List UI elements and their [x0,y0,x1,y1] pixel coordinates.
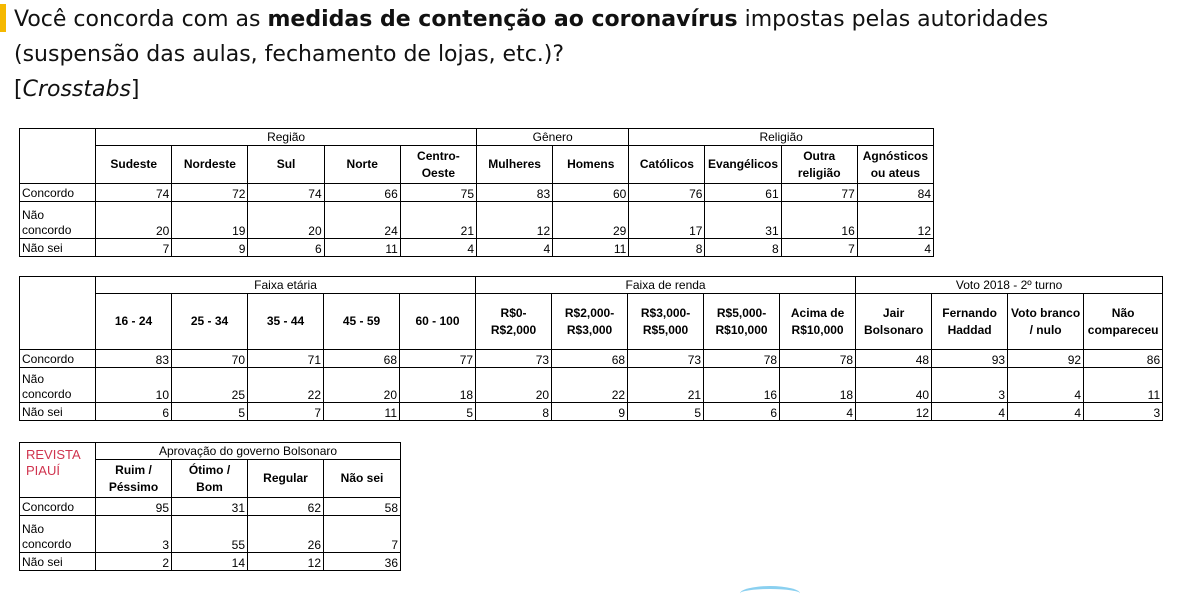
table-cell-value: 7 [248,403,324,421]
table-cell-value: 55 [172,516,248,553]
table-cell-value: 6 [248,239,324,257]
table-cell-value: 26 [248,516,324,553]
column-header: Evangélicos [705,146,781,184]
row-label-concordo [20,350,96,368]
column-header: 45 - 59 [324,294,400,350]
table-cell-value: 22 [552,368,628,403]
table-cell-value: 7 [324,516,401,553]
table-cell-value: 76 [629,184,705,202]
column-header: Outra religião [781,146,857,184]
column-header: Agnósticos ou ateus [857,146,933,184]
column-header: Não sei [324,460,401,498]
table-cell-value: 18 [400,368,476,403]
row-label-nao-sei [20,553,96,571]
table-cell-value: 12 [856,403,932,421]
title-bracket-open: [ [14,77,23,102]
table-cell-value: 3 [932,368,1008,403]
table-cell-value: 16 [781,202,857,239]
table-cell-value: 31 [705,202,781,239]
crosstab-table-idade-renda-voto [19,276,1163,421]
table-cell-value: 92 [1008,350,1084,368]
title-text-start: Você concorda com as [14,7,268,32]
table-cell-value: 4 [1008,368,1084,403]
column-header: Fernando Haddad [932,294,1008,350]
column-header: 35 - 44 [248,294,324,350]
table-cell-value: 8 [629,239,705,257]
table-cell-value: 20 [324,368,400,403]
revista-piaui-logo [20,443,95,483]
table-cell-value: 62 [248,498,324,516]
title-text-end: impostas pelas autoridades (suspensão das aulas, fechamento de lojas, etc.)? [14,7,1049,67]
table-cell-value: 14 [172,553,248,571]
table-cell-value: 73 [476,350,552,368]
title-bracket-close: ] [130,77,140,102]
table-cell-value: 71 [248,350,324,368]
column-header: Ótimo / Bom [172,460,248,498]
table-cell-value: 77 [781,184,857,202]
table-cell-value: 36 [324,553,401,571]
page-title [14,2,1154,107]
row-label-nao-sei [20,239,96,257]
column-header: R$3,000-R$5,000 [628,294,704,350]
column-header: Norte [324,146,400,184]
table-cell-value: 84 [857,184,933,202]
table-cell-value: 86 [1084,350,1163,368]
column-header: Regular [248,460,324,498]
table-cell-value: 3 [96,516,172,553]
table-cell-value: 61 [705,184,781,202]
row-label-nao-concordo [20,202,96,239]
group-header-faixa-etaria: Faixa etária [96,277,476,294]
table-cell-value: 48 [856,350,932,368]
table-cell-value: 8 [705,239,781,257]
column-header: Centro-Oeste [400,146,476,184]
table-cell-value: 18 [780,368,856,403]
table-cell-value: 11 [324,403,400,421]
table-cell-value: 78 [780,350,856,368]
table-cell-value: 2 [96,553,172,571]
column-header: Voto branco / nulo [1008,294,1084,350]
table-cell-value: 9 [552,403,628,421]
column-header: Jair Bolsonaro [856,294,932,350]
table-cell-value: 11 [553,239,629,257]
table-cell-value: 74 [248,184,324,202]
table-cell-value: 78 [704,350,780,368]
table-cell-value: 83 [96,350,172,368]
column-header: Mulheres [477,146,553,184]
row-label-concordo-text: Concordo [22,500,75,514]
group-header-regiao: Região [96,129,477,146]
table-cell-value: 5 [628,403,704,421]
row-label-nao-sei-text: Não sei [22,555,63,569]
table-cell-value: 11 [1084,368,1163,403]
table-cell-value: 4 [400,239,476,257]
column-header: Católicos [629,146,705,184]
table-cell-value: 66 [324,184,400,202]
table-cell-value: 21 [400,202,476,239]
column-header: 25 - 34 [172,294,248,350]
group-header-voto-2018: Voto 2018 - 2º turno [856,277,1163,294]
table-cell-value: 20 [248,202,324,239]
group-header-faixa-renda: Faixa de renda [476,277,856,294]
table-cell-value: 93 [932,350,1008,368]
row-label-nao-concordo-text: concordo [22,223,72,237]
table-cell-value: 10 [96,368,172,403]
title-accent-bar [0,4,6,32]
column-header: Sul [248,146,324,184]
table-cell-value: 7 [781,239,857,257]
table-cell-value: 7 [96,239,172,257]
table-cell-value: 95 [96,498,172,516]
table-cell-value: 74 [96,184,172,202]
table-cell-value: 9 [172,239,248,257]
group-header-religiao: Religião [629,129,934,146]
table-cell-value: 8 [476,403,552,421]
title-crosstabs: Crosstabs [22,77,131,102]
table-cell-value: 12 [857,202,933,239]
table-cell-value: 4 [1008,403,1084,421]
title-text-bold: medidas de contenção ao coronavírus [267,7,738,32]
table-cell-value: 20 [476,368,552,403]
corner-cell [20,277,96,350]
brand-line-2: PIAUÍ [26,463,60,478]
table-cell-value: 4 [780,403,856,421]
row-label-nao-concordo [20,368,96,403]
column-header: Homens [553,146,629,184]
table-cell-value: 20 [96,202,172,239]
group-header-aprovacao: Aprovação do governo Bolsonaro [96,443,401,460]
column-header: Sudeste [96,146,172,184]
row-label-nao-concordo-text: Não [22,372,45,386]
table-cell-value: 73 [628,350,704,368]
decorative-swoosh [740,586,800,601]
row-label-nao-concordo-text: concordo [22,387,72,401]
table-cell-value: 19 [172,202,248,239]
table-cell-value: 24 [324,202,400,239]
row-label-concordo [20,498,96,516]
row-label-nao-sei-text: Não sei [22,405,63,419]
table-cell-value: 6 [96,403,172,421]
table-cell-value: 68 [324,350,400,368]
table-cell-value: 40 [856,368,932,403]
table-cell-value: 25 [172,368,248,403]
table-cell-value: 58 [324,498,401,516]
table-cell-value: 21 [628,368,704,403]
table-cell-value: 60 [553,184,629,202]
table-cell-value: 6 [704,403,780,421]
corner-cell [20,129,96,184]
crosstab-table-regiao-genero-religiao [19,128,934,257]
table-cell-value: 70 [172,350,248,368]
brand-line-1: REVISTA [26,447,81,462]
table-cell-value: 4 [857,239,933,257]
row-label-concordo [20,184,96,202]
row-label-nao-concordo-text: concordo [22,537,72,551]
row-label-concordo-text: Concordo [22,352,75,366]
table-cell-value: 12 [248,553,324,571]
column-header: R$5,000-R$10,000 [704,294,780,350]
table-cell-value: 75 [400,184,476,202]
table-cell-value: 72 [172,184,248,202]
row-label-nao-concordo-text: Não [22,522,45,536]
row-label-nao-concordo-text: Não [22,208,45,222]
row-label-nao-sei [20,403,96,421]
group-header-genero: Gênero [477,129,629,146]
column-header: Não compareceu [1084,294,1163,350]
column-header: R$0-R$2,000 [476,294,552,350]
row-label-nao-sei-text: Não sei [22,241,63,255]
table-cell-value: 31 [172,498,248,516]
table-cell-value: 4 [477,239,553,257]
column-header: 60 - 100 [400,294,476,350]
table-cell-value: 3 [1084,403,1163,421]
corner-cell [20,443,96,498]
table-cell-value: 16 [704,368,780,403]
table-cell-value: 5 [400,403,476,421]
column-header: Acima de R$10,000 [780,294,856,350]
table-cell-value: 29 [553,202,629,239]
table-cell-value: 17 [629,202,705,239]
row-label-concordo-text: Concordo [22,186,75,200]
column-header: Nordeste [172,146,248,184]
crosstab-table-aprovacao [19,442,401,571]
table-cell-value: 4 [932,403,1008,421]
column-header: Ruim / Péssimo [96,460,172,498]
table-cell-value: 12 [477,202,553,239]
table-cell-value: 68 [552,350,628,368]
table-cell-value: 83 [477,184,553,202]
table-cell-value: 11 [324,239,400,257]
row-label-nao-concordo [20,516,96,553]
table-cell-value: 22 [248,368,324,403]
table-cell-value: 5 [172,403,248,421]
column-header: 16 - 24 [96,294,172,350]
table-cell-value: 77 [400,350,476,368]
column-header: R$2,000-R$3,000 [552,294,628,350]
